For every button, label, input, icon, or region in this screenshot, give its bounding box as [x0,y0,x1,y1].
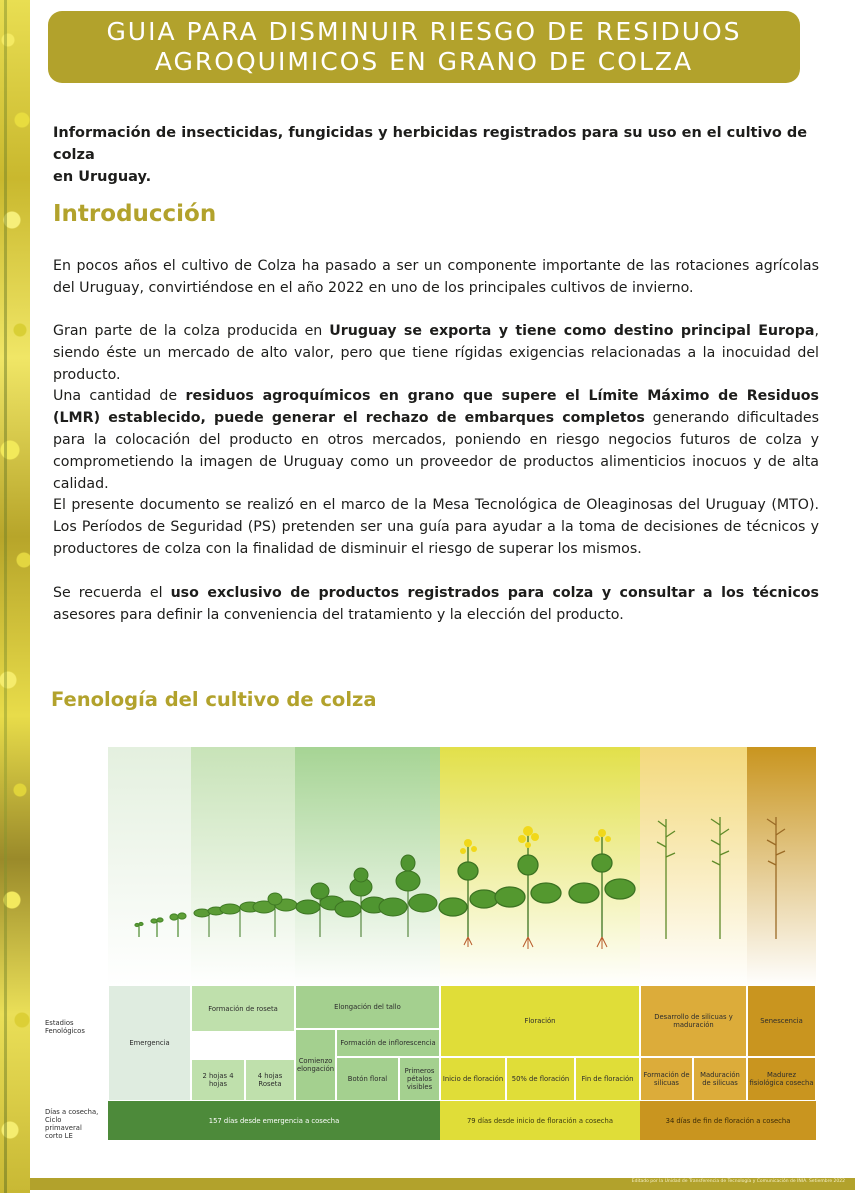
phenology-diagram [108,747,816,1140]
cell-50-floracion: 50% de floración [506,1057,575,1101]
p3-text-a: Una cantidad de [53,388,186,404]
intro-paragraph-4: El presente documento se realizó en el marco de la Mesa Tecnológica de Oleaginosas del Uruguay (MTO). Los Períodos de Seguridad (PS) pretenden ser una guía para ayudar a la toma de decisiones de técnicos y productores de colza con la finalidad de disminuir el riesgo de superar los mismos. [53,497,819,557]
cell-emergencia: Emergencia [108,985,191,1101]
p5-text-a: Se recuerda el [53,585,171,601]
cell-senescencia: Senescencia [747,985,816,1057]
days-bar-floracion: 79 días desde inicio de floración a cosecha [440,1101,640,1140]
senescent-plant [767,817,785,939]
cell-primeros-petalos: Primeros pétalos visibles [399,1057,440,1101]
days-bar-emergencia: 157 días desde emergencia a cosecha [108,1101,440,1140]
cell-roseta-4hojas: 4 hojas Roseta [245,1059,295,1101]
intro-heading: Introducción [53,201,217,227]
p2-bold: Uruguay se exporta y tiene como destino principal Europa [329,323,815,339]
stem-decoration [4,0,7,1193]
cell-silicuas: Desarrollo de silicuas y maduración [640,985,747,1057]
cell-inicio-floracion: Inicio de floración [440,1057,506,1101]
cell-inflorescencia: Formación de inflorescencia [336,1029,440,1057]
lead-line-1: Información de insecticidas, fungicidas y herbicidas registrados para su uso en el cultivo de colza [53,125,808,163]
p5-text-c: asesores para definir la conveniencia del tratamiento y la elección del producto. [53,607,624,623]
intro-paragraph-1: En pocos años el cultivo de Colza ha pasado a ser un componente importante de las rotaciones agrícolas del Uruguay, convirtiéndose en el año 2022 en uno de los principales cultivos de invierno. [53,258,819,296]
cell-comienzo-elongacion: Comienzo elongación [295,1029,336,1101]
lead-line-2: en Uruguay. [53,169,152,185]
cell-elongacion: Elongación del tallo [295,985,440,1029]
row-label-stages: Estadios Fenológicos [45,1019,85,1035]
footer-credit: Editado por la Unidad de Transferencia de Tecnología y Comunicación de INIA. Setiembre 2022 [631,1179,845,1184]
cell-roseta: Formación de roseta [191,985,295,1032]
title-banner [48,11,800,83]
p2-text-c: , siendo éste un mercado de alto valor, pero que tiene rígidas exigencias relacionadas a la inocuidad del producto. [53,323,819,383]
intro-paragraph-3 [53,385,819,495]
rosette-plants [194,893,297,937]
lead-statement [53,122,823,188]
cell-roseta-2hojas: 2 hojas 4 hojas [191,1059,245,1101]
intro-paragraph-5 [53,582,819,626]
cell-maduracion-silicuas: Maduración de silicuas [693,1057,747,1101]
cell-formacion-silicuas: Formación de silicuas [640,1057,693,1101]
cell-boton-floral: Botón floral [336,1057,399,1101]
intro-paragraph-2 [53,320,819,386]
rapeseed-field-photo-strip [0,0,30,1193]
cell-fin-floracion: Fin de floración [575,1057,640,1101]
p2-text-a: Gran parte de la colza producida en [53,323,330,339]
row-label-days: Días a cosecha, Ciclo primaveral corto LE [45,1108,99,1140]
title-line-1: GUIA PARA DISMINUIR RIESGO DE RESIDUOS [106,17,742,46]
p3-bold: residuos agroquímicos en grano que supere el Límite Máximo de Residuos (LMR) establecido, puede generar el rechazo de embarques completos [53,388,819,426]
flowering-plants [439,826,635,949]
seedling-plant [135,913,186,937]
p5-bold: uso exclusivo de productos registrados para colza y consultar a los técnicos [170,585,819,601]
elongating-plants [296,855,437,937]
days-bar-fin-floracion: 34 días de fin de floración a cosecha [640,1101,816,1140]
silique-plants [657,817,729,939]
p3-text-c: generando dificultades para la colocación del producto en otros mercados, poniendo en riesgo negocios futuros de colza y comprometiendo la imagen de Uruguay como un proveedor de productos alimenticios inocuos y de alta calidad. [53,410,819,492]
plant-growth-illustration [108,747,816,987]
title-line-2: AGROQUIMICOS EN GRANO DE COLZA [154,47,694,76]
cell-floracion: Floración [440,985,640,1057]
phenology-heading: Fenología del cultivo de colza [51,688,377,711]
cell-madurez: Madurez fisiológica cosecha [747,1057,816,1101]
